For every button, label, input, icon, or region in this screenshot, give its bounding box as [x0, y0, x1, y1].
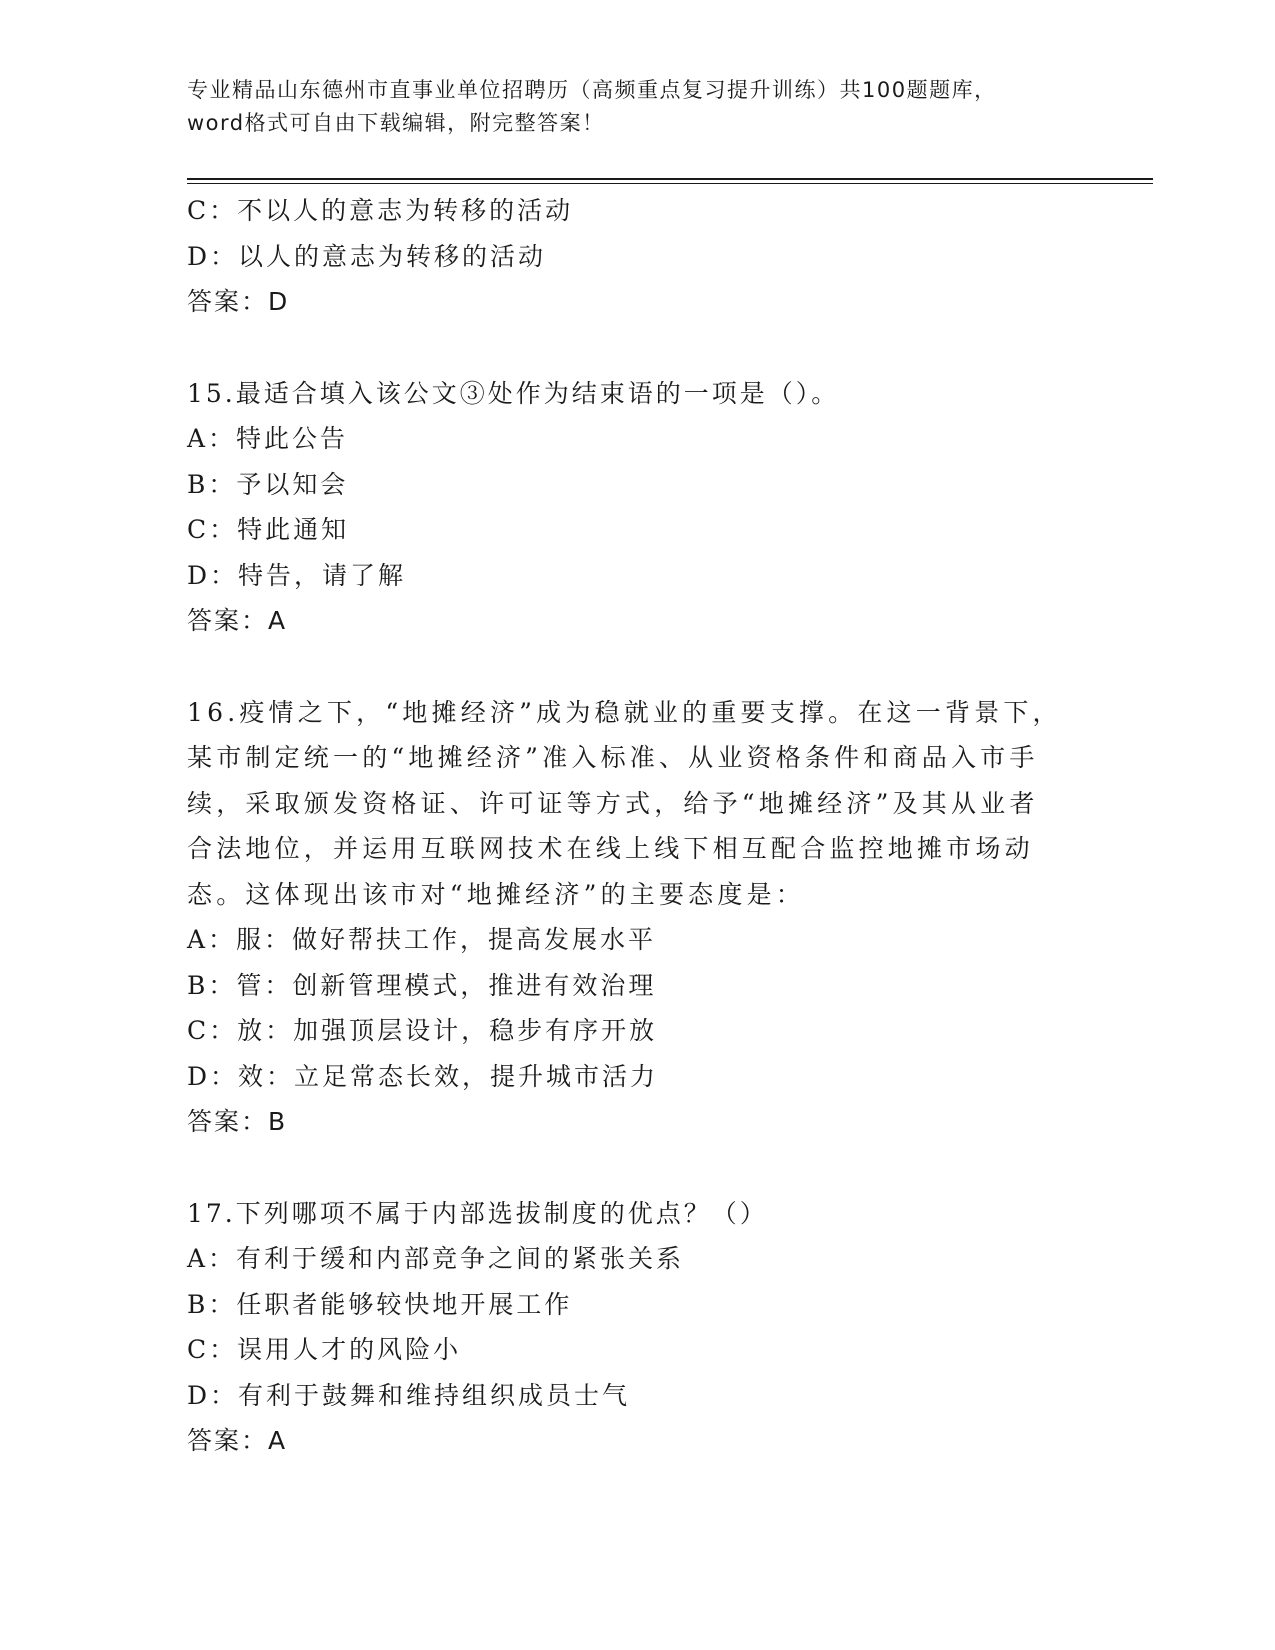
option-c: C：特此通知 — [187, 515, 350, 544]
answer-line: 答案：A — [187, 1426, 288, 1455]
option-b: B：予以知会 — [187, 469, 349, 499]
option-d: D：效：立足常态长效，提升城市活力 — [187, 1061, 659, 1091]
option-b: B：管：创新管理模式，推进有效治理 — [187, 970, 657, 1000]
option-c: C：误用人才的风险小 — [187, 1335, 462, 1364]
option-b: B：任职者能够较快地开展工作 — [187, 1289, 573, 1319]
header-rule-thick — [187, 178, 1153, 180]
option-a: A：服：做好帮扶工作，提高发展水平 — [187, 925, 657, 954]
question-stem: 16.疫情之下，“地摊经济”成为稳就业的重要支撑。在这一背景下，某市制定统一的“地摊经济”准入标准、从业资格条件和商品入市手续，采取颁发资格证、许可证等方式，给予“地摊经济”及其从业者合法地位，并运用互联网技术在线上线下相互配合监控地摊市场动态。这体现出该市对“地摊经济”的主要态度是： — [187, 697, 1062, 909]
header-rule-thin — [187, 183, 1153, 184]
question-fragment — [187, 188, 1067, 325]
question-stem: 17.下列哪项不属于内部选拔制度的优点？（） — [187, 1198, 768, 1228]
document-header — [187, 74, 1027, 140]
option-a: A：有利于缓和内部竞争之间的紧张关系 — [187, 1244, 685, 1273]
question-stem: 15.最适合填入该公文③处作为结束语的一项是（）。 — [187, 378, 840, 408]
answer-line: 答案：D — [187, 287, 290, 316]
answer-line: 答案：A — [187, 606, 288, 635]
option-a: A：特此公告 — [187, 424, 349, 453]
option-d: D：有利于鼓舞和维持组织成员士气 — [187, 1380, 631, 1410]
option-c: C：放：加强顶层设计，稳步有序开放 — [187, 1016, 658, 1045]
header-title: 专业精品山东德州市直事业单位招聘历（高频重点复习提升训练）共100题题库，word格式可自由下载编辑，附完整答案！ — [187, 78, 997, 135]
option-d: D：以人的意志为转移的活动 — [187, 241, 547, 271]
answer-line: 答案：B — [187, 1107, 288, 1136]
question-16 — [187, 690, 1067, 1145]
question-15 — [187, 371, 1067, 644]
option-d: D：特告，请了解 — [187, 560, 407, 590]
option-c: C：不以人的意志为转移的活动 — [187, 196, 574, 225]
question-17 — [187, 1191, 1067, 1464]
question-content — [187, 188, 1067, 1464]
